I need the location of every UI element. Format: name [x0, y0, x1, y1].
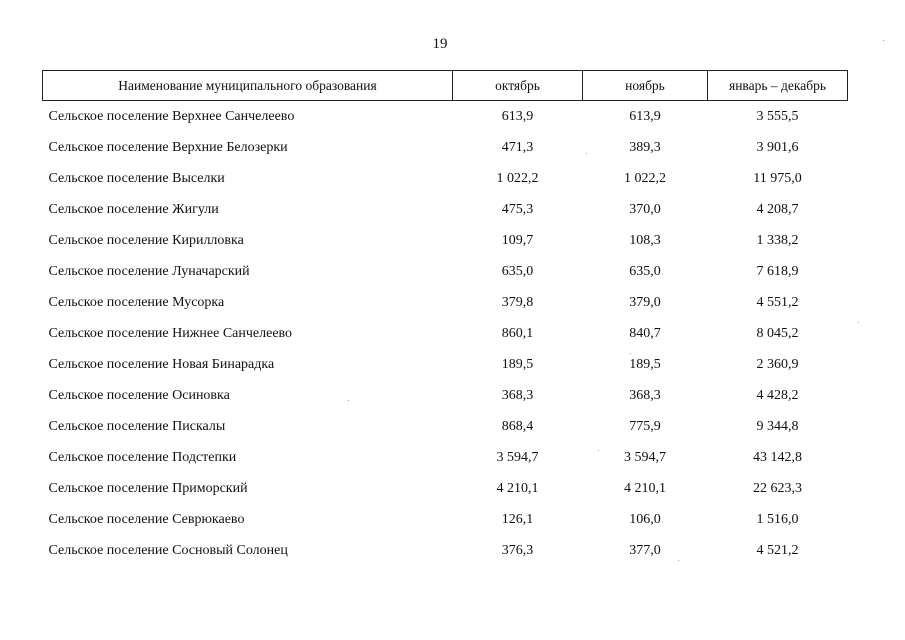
cell-municipality-name: Сельское поселение Пискалы	[48, 418, 226, 434]
table-row	[43, 442, 848, 473]
cell-october-value: 189,5	[501, 356, 534, 372]
table-row	[43, 535, 848, 566]
cell-january-december-value: 4 208,7	[756, 201, 799, 217]
table-row	[43, 132, 848, 163]
cell-october-value: 868,4	[501, 418, 534, 434]
cell-january-december-value: 22 623,3	[753, 480, 802, 496]
cell-january-december-value: 11 975,0	[753, 170, 802, 186]
cell-municipality-name: Сельское поселение Верхнее Санчелеево	[48, 108, 295, 124]
cell-municipality-name: Сельское поселение Подстепки	[48, 449, 237, 465]
cell-october-value: 109,7	[501, 232, 534, 248]
cell-november-value: 1 022,2	[624, 170, 666, 186]
table-row	[43, 101, 848, 133]
table-row	[43, 225, 848, 256]
cell-january-december-value: 4 521,2	[756, 542, 799, 558]
cell-municipality-name: Сельское поселение Луначарский	[48, 263, 250, 279]
cell-november-value: 189,5	[629, 356, 661, 372]
cell-municipality-name: Сельское поселение Нижнее Санчелеево	[48, 325, 293, 341]
cell-october-value: 379,8	[501, 294, 534, 310]
scan-speck	[348, 400, 349, 401]
cell-municipality-name: Сельское поселение Севрюкаево	[48, 511, 245, 527]
page-number: 19	[432, 36, 448, 52]
cell-november-value: 108,3	[629, 232, 661, 248]
cell-october-value: 860,1	[501, 325, 534, 341]
cell-municipality-name: Сельское поселение Новая Бинарадка	[48, 356, 275, 372]
header-january-december: январь – декабрь	[708, 71, 848, 101]
table-body	[43, 101, 848, 567]
cell-november-value: 4 210,1	[624, 480, 666, 496]
cell-october-value: 1 022,2	[496, 170, 539, 186]
header-row	[43, 71, 848, 101]
scan-speck	[858, 322, 859, 323]
table-row	[43, 504, 848, 535]
cell-october-value: 368,3	[501, 387, 534, 403]
table-row	[43, 287, 848, 318]
cell-november-value: 840,7	[629, 325, 661, 341]
table-header	[43, 71, 848, 101]
cell-october-value: 376,3	[501, 542, 534, 558]
header-november: ноябрь	[583, 71, 708, 101]
cell-january-december-value: 4 428,2	[756, 387, 799, 403]
cell-january-december-value: 1 516,0	[756, 511, 799, 527]
cell-november-value: 106,0	[629, 511, 661, 527]
cell-january-december-value: 9 344,8	[756, 418, 799, 434]
cell-municipality-name: Сельское поселение Жигули	[48, 201, 219, 217]
table-row	[43, 349, 848, 380]
cell-january-december-value: 2 360,9	[756, 356, 799, 372]
cell-october-value: 471,3	[501, 139, 534, 155]
cell-municipality-name: Сельское поселение Верхние Белозерки	[48, 139, 288, 155]
cell-january-december-value: 8 045,2	[756, 325, 799, 341]
cell-municipality-name: Сельское поселение Выселки	[48, 170, 225, 186]
cell-october-value: 475,3	[501, 201, 534, 217]
scan-speck	[883, 40, 884, 41]
cell-january-december-value: 7 618,9	[756, 263, 799, 279]
table-row	[43, 411, 848, 442]
header-municipality-name: Наименование муниципального образования	[43, 71, 453, 101]
table-row	[43, 473, 848, 504]
table-row	[43, 380, 848, 411]
municipal-data-table	[42, 70, 848, 566]
cell-municipality-name: Сельское поселение Мусорка	[48, 294, 225, 310]
cell-january-december-value: 3 901,6	[756, 139, 799, 155]
cell-november-value: 3 594,7	[624, 449, 666, 465]
scan-speck	[630, 353, 631, 354]
cell-january-december-value: 1 338,2	[756, 232, 799, 248]
cell-november-value: 377,0	[629, 542, 661, 558]
scan-speck	[586, 153, 587, 154]
header-october: октябрь	[453, 71, 583, 101]
cell-november-value: 775,9	[629, 418, 661, 434]
cell-municipality-name: Сельское поселение Сосновый Солонец	[48, 542, 288, 558]
table-row	[43, 163, 848, 194]
cell-november-value: 635,0	[629, 263, 661, 279]
table-row	[43, 256, 848, 287]
table-row	[43, 194, 848, 225]
cell-january-december-value: 4 551,2	[756, 294, 799, 310]
table-row	[43, 318, 848, 349]
cell-october-value: 635,0	[501, 263, 534, 279]
cell-january-december-value: 43 142,8	[753, 449, 802, 465]
cell-october-value: 613,9	[501, 108, 534, 124]
scan-speck	[678, 560, 679, 561]
cell-november-value: 370,0	[629, 201, 661, 217]
cell-municipality-name: Сельское поселение Приморский	[48, 480, 248, 496]
cell-october-value: 126,1	[501, 511, 534, 527]
cell-november-value: 379,0	[629, 294, 661, 310]
cell-november-value: 368,3	[629, 387, 661, 403]
cell-october-value: 4 210,1	[496, 480, 539, 496]
cell-municipality-name: Сельское поселение Осиновка	[48, 387, 230, 403]
scan-speck	[598, 450, 599, 451]
cell-october-value: 3 594,7	[496, 449, 539, 465]
cell-november-value: 389,3	[629, 139, 661, 155]
cell-municipality-name: Сельское поселение Кирилловка	[48, 232, 244, 248]
cell-november-value: 613,9	[629, 108, 661, 124]
cell-january-december-value: 3 555,5	[756, 108, 799, 124]
